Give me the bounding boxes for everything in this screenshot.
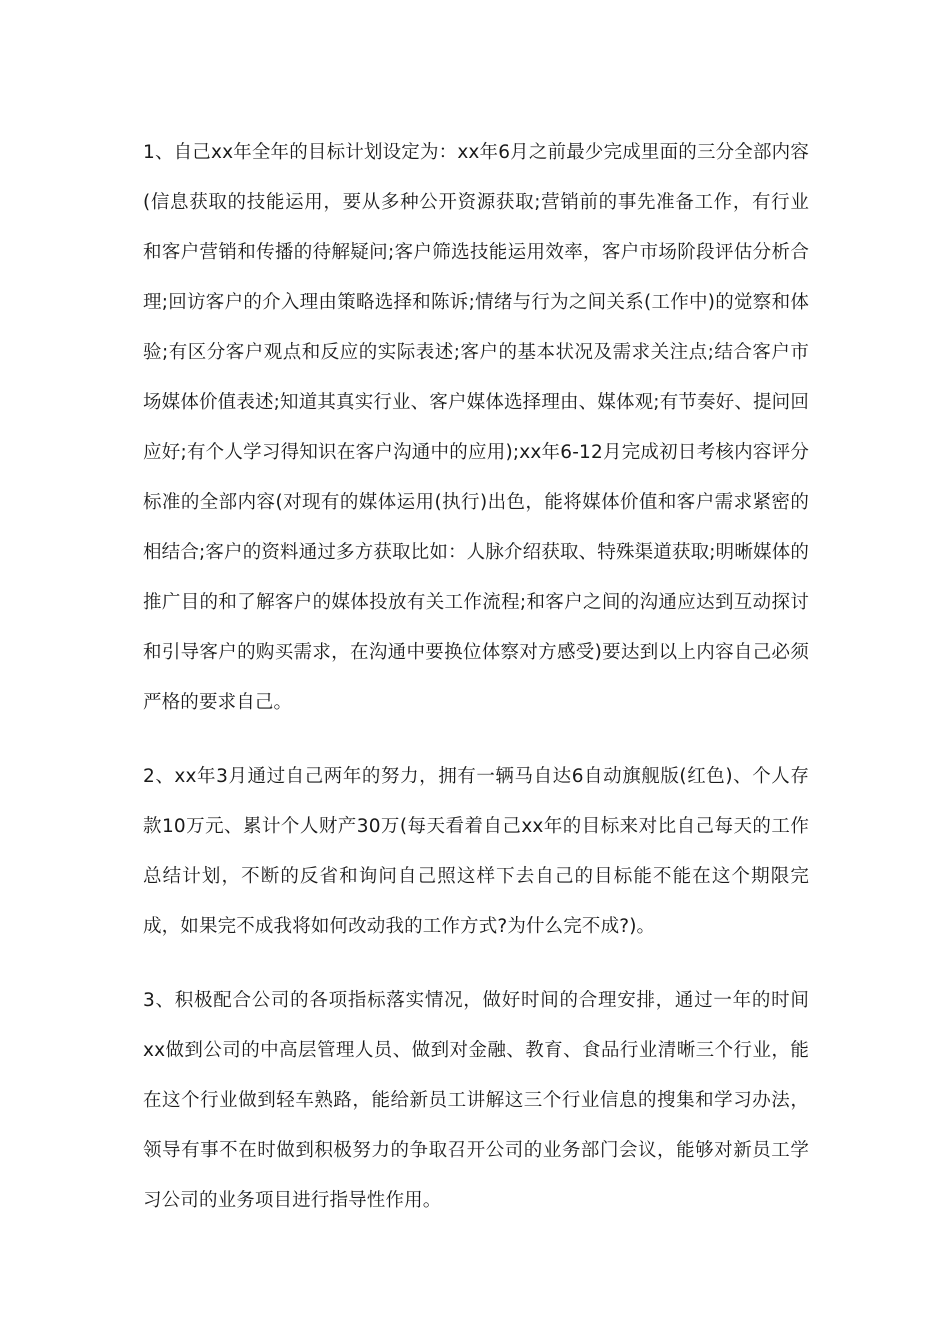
paragraph-3: 3、积极配合公司的各项指标落实情况，做好时间的合理安排，通过一年的时间xx做到公司的中高层管理人员、做到对金融、教育、食品行业清晰三个行业，能在这个行业做到轻车熟路，能给新员工讲解这三个行业信息的搜集和学习办法，领导有事不在时做到积极努力的争取召开公司的业务部门会议，能够对新员工学习公司的业务项目进行指导性作用。 (143, 990, 809, 1211)
document-page (143, 128, 809, 1250)
paragraph-2: 2、xx年3月通过自己两年的努力，拥有一辆马自达6自动旗舰版(红色)、个人存款10万元、累计个人财产30万(每天看着自己xx年的目标来对比自己每天的工作总结计划，不断的反省和询问自己照这样下去自己的目标能不能在这个期限完成，如果完不成我将如何改动我的工作方式?为什么完不成?)。 (143, 766, 809, 937)
paragraph-1: 1、自己xx年全年的目标计划设定为：xx年6月之前最少完成里面的三分全部内容(信息获取的技能运用，要从多种公开资源获取;营销前的事先准备工作，有行业和客户营销和传播的待解疑问;客户筛选技能运用效率，客户市场阶段评估分析合理;回访客户的介入理由策略选择和陈诉;情绪与行为之间关系(工作中)的觉察和体验;有区分客户观点和反应的实际表述;客户的基本状况及需求关注点;结合客户市场媒体价值表述;知道其真实行业、客户媒体选择理由、媒体观;有节奏好、提问回应好;有个人学习得知识在客户沟通中的应用);xx年6-12月完成初日考核内容评分标准的全部内容(对现有的媒体运用(执行)出色，能将媒体价值和客户需求紧密的相结合;客户的资料通过多方获取比如：人脉介绍获取、特殊渠道获取;明晰媒体的推广目的和了解客户的媒体投放有关工作流程;和客户之间的沟通应达到互动探讨和引导客户的购买需求，在沟通中要换位体察对方感受)要达到以上内容自己必须严格的要求自己。 (143, 142, 809, 713)
